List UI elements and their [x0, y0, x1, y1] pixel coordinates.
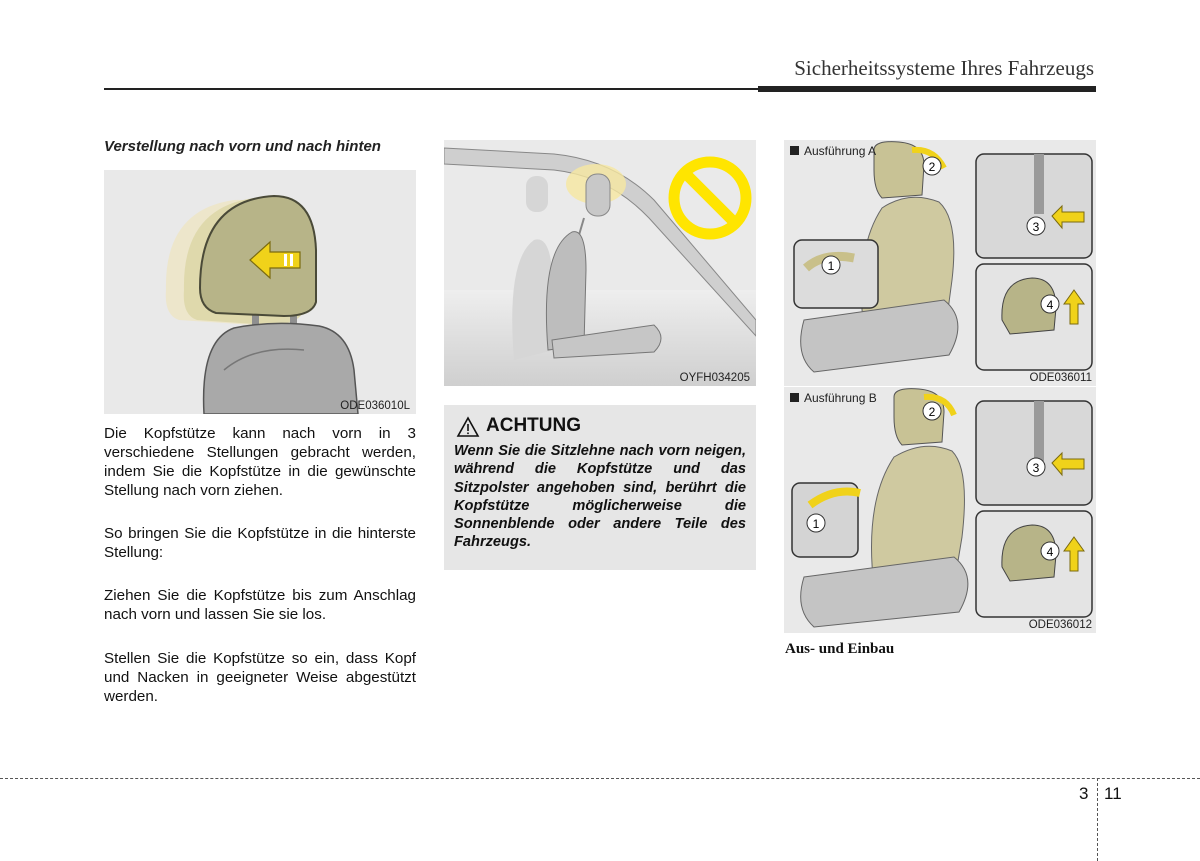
svg-text:4: 4 [1046, 545, 1054, 559]
figure-variant-b [784, 387, 1096, 633]
variant-b-illustration [784, 387, 1096, 633]
paragraph-1: Die Kopfstütze kann nach vorn in 3 verschiedene Stellungen gebracht werden, indem Sie die Kopfstütze in die gewünschte Stellung nach vorn ziehen. [104, 425, 416, 499]
warning-title: ACHTUNG [486, 415, 581, 436]
figure-caption: Aus- und Einbau [785, 641, 895, 657]
paragraph-3: Ziehen Sie die Kopfstütze bis zum Anschlag nach vorn und lassen Sie sie los. [104, 587, 416, 623]
svg-text:2: 2 [928, 405, 936, 419]
figure-headrest-adjust [104, 170, 416, 414]
figure-code-middle: OYFH034205 [679, 372, 750, 384]
chapter-number: 3 [1079, 784, 1089, 803]
variant-a-label: Ausführung A [790, 144, 876, 158]
sunvisor-contact-illustration [444, 140, 756, 386]
variant-b-label: Ausführung B [790, 391, 877, 405]
svg-text:3: 3 [1032, 220, 1040, 234]
square-bullet-icon [790, 146, 799, 155]
figure-variant-a [784, 140, 1096, 386]
footer-dashed-rule [0, 778, 1200, 779]
variant-a-illustration [784, 140, 1096, 386]
figure-code-variant-b: ODE036012 [1028, 619, 1092, 631]
page-number: 11 [1104, 784, 1122, 803]
warning-triangle-icon [456, 416, 480, 438]
svg-text:2: 2 [928, 160, 936, 174]
paragraph-2: So bringen Sie die Kopfstütze in die hinterste Stellung: [104, 525, 416, 561]
section-subheading: Verstellung nach vorn und nach hinten [104, 138, 381, 155]
warning-text: Wenn Sie die Sitzlehne nach vorn neigen, während die Kopfstütze und das Sitzpolster angehoben sind, berührt die Kopfstütze möglicherweise die Sonnenblende oder andere Teile des Fahrzeugs. [454, 443, 746, 551]
svg-text:4: 4 [1046, 298, 1054, 312]
square-bullet-icon [790, 393, 799, 402]
header-rule-accent [758, 86, 1096, 92]
svg-text:1: 1 [827, 259, 835, 273]
paragraph-4: Stellen Sie die Kopfstütze so ein, dass Kopf und Nacken in geeigneter Weise abgestützt werden. [104, 650, 416, 705]
headrest-adjust-illustration [104, 170, 416, 414]
svg-text:1: 1 [812, 517, 820, 531]
figure-code-variant-a: ODE036011 [1029, 372, 1092, 384]
prohibition-icon [674, 162, 746, 234]
figure-code-left: ODE036010L [340, 400, 410, 412]
footer-dashed-divider [1097, 778, 1098, 861]
svg-text:3: 3 [1032, 461, 1040, 475]
figure-sunvisor-warning [444, 140, 756, 386]
running-header-title: Sicherheitssysteme Ihres Fahrzeugs [794, 56, 1094, 80]
